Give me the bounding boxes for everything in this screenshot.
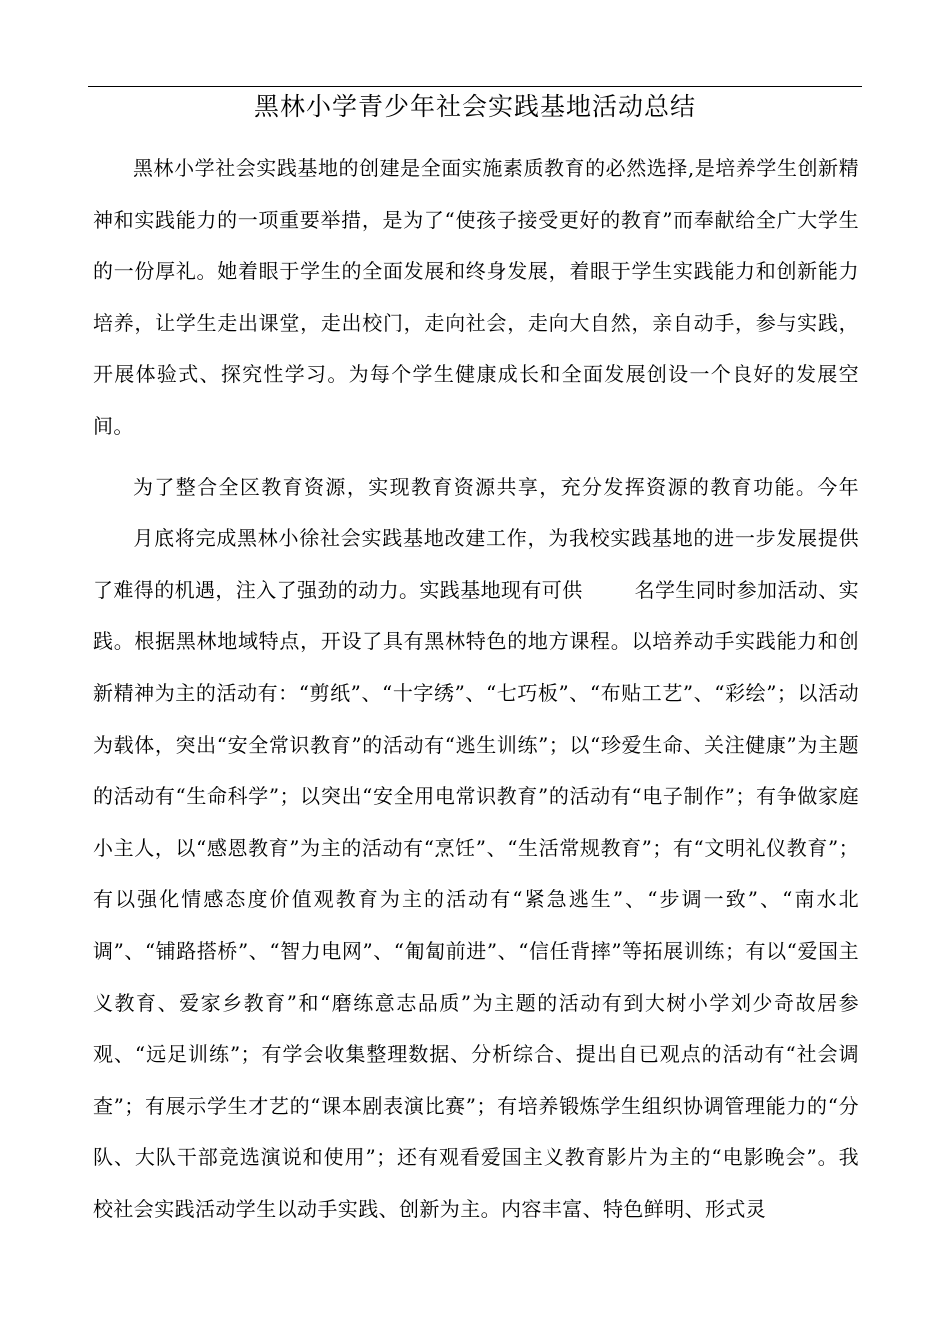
paragraph-1: 黑林小学社会实践基地的创建是全面实施素质教育的必然选择,是培养学生创新精神和实践能力的一项重要举措，是为了“使孩子接受更好的教育”而奉献给全广大学生的一份厚礼。她着眼于学生的全面发展和终身发展，着眼于学生实践能力和创新能力培养，让学生走出课堂，走出校门，走向社会，走向大自然，亲自动手，参与实践，开展体验式、探究性学习。为每个学生健康成长和全面发展创设一个良好的发展空间。 [93,156,859,438]
paragraph-2-part-c: 名学生同时参加活动、实践。根据黑林地域特点，开设了具有黑林特色的地方课程。以培养动手实践能力和创新精神为主的活动有：“剪纸”、“十字绣”、“七巧板”、“布贴工艺”、“彩绘”；以活动为载体，突出“安全常识教育”的活动有“逃生训练”；以“珍爱生命、关注健康”为主题的活动有“生命科学”；以突出“安全用电常识教育”的活动有“电子制作”；有争做家庭小主人，以“感恩教育”为主的活动有“烹饪”、“生活常规教育”；有“文明礼仪教育”；有以强化情感态度价值观教育为主的活动有“紧急逃生”、“步调一致”、“南水北调”、“铺路搭桥”、“智力电网”、“匍匐前进”、“信任背摔”等拓展训练；有以“爱国主义教育、爱家乡教育”和“磨练意志品质”为主题的活动有到大树小学刘少奇故居参观、“远足训练”；有学会收集整理数据、分析综合、提出自已观点的活动有“社会调查”；有展示学生才艺的“课本剧表演比赛”；有培养锻炼学生组织协调管理能力的“分队、大队干部竞选演说和使用”；还有观看爱国主义教育影片为主的“电影晚会”。我校社会实践活动学生以动手实践、创新为主。内容丰富、特色鲜明、形式灵 [93,577,860,1221]
paragraph-2 [93,462,859,1236]
paragraph-2-part-a: 为了整合全区教育资源，实现教育资源共享，充分发挥资源的教育功能。今年 [133,474,859,499]
paragraph-2-part-b: 月底将完成黑林小徐社会实践基地改建工作，为我校实践基地的进一步发展提供了难得的机遇，注入了强劲的动力。实践基地现有可供 [93,526,859,602]
document-body [93,143,859,1235]
header-rule [88,86,862,87]
document-title: 黑林小学青少年社会实践基地活动总结 [253,92,696,121]
